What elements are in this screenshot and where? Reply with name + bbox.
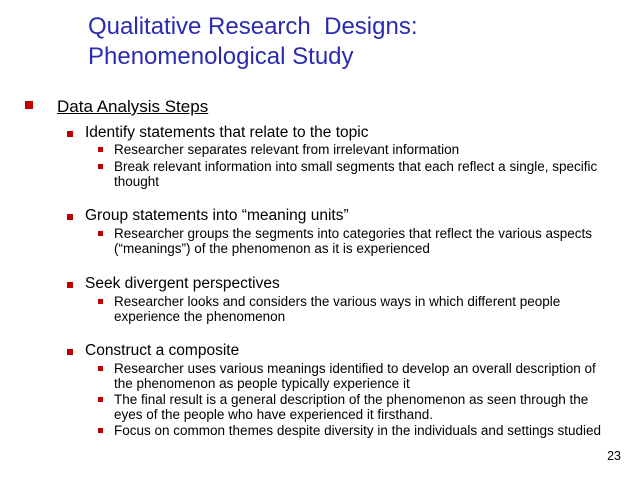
sub-bullet: The final result is a general description of the phenomenon as seen through the eyes of the people who have experienced it firsthand. [114, 392, 589, 422]
slide-title [88, 12, 417, 72]
title-line-1: Qualitative Research Designs: [88, 13, 418, 40]
sub-bullet: Researcher uses various meanings identified to develop an overall description of the phenomenon as people typically experience it [114, 361, 596, 391]
bullet-square-icon [98, 366, 103, 371]
sub-bullet: Researcher separates relevant from irrelevant information [114, 142, 460, 157]
bullet-square-icon [98, 299, 103, 304]
sub-bullet: Researcher looks and considers the various ways in which different people experience the phenomenon [114, 294, 561, 324]
bullet-square-icon [67, 349, 73, 355]
bullet-square-icon [98, 428, 103, 433]
step-label: Identify statements that relate to the topic [85, 124, 369, 141]
page-number: 23 [607, 449, 621, 463]
step-label: Construct a composite [85, 342, 240, 359]
top-bullet-label: Data Analysis Steps [57, 97, 209, 116]
step-label: Group statements into “meaning units” [85, 207, 349, 224]
bullet-square-icon [67, 214, 73, 220]
bullet-square-icon [25, 101, 33, 109]
step-label: Seek divergent perspectives [85, 275, 280, 292]
sub-bullet: Break relevant information into small segments that each reflect a single, specific thought [114, 159, 598, 189]
title-line-2: Phenomenological Study [88, 43, 354, 70]
sub-bullet: Researcher groups the segments into categories that reflect the various aspects (“meanings”) of the phenomenon as it is experienced [114, 226, 593, 256]
bullet-square-icon [98, 147, 103, 152]
bullet-square-icon [98, 231, 103, 236]
bullet-square-icon [67, 282, 73, 288]
bullet-square-icon [67, 131, 73, 137]
sub-bullet: Focus on common themes despite diversity in the individuals and settings studied [114, 423, 602, 438]
bullet-square-icon [98, 164, 103, 169]
top-bullet [57, 97, 208, 117]
bullet-square-icon [98, 397, 103, 402]
